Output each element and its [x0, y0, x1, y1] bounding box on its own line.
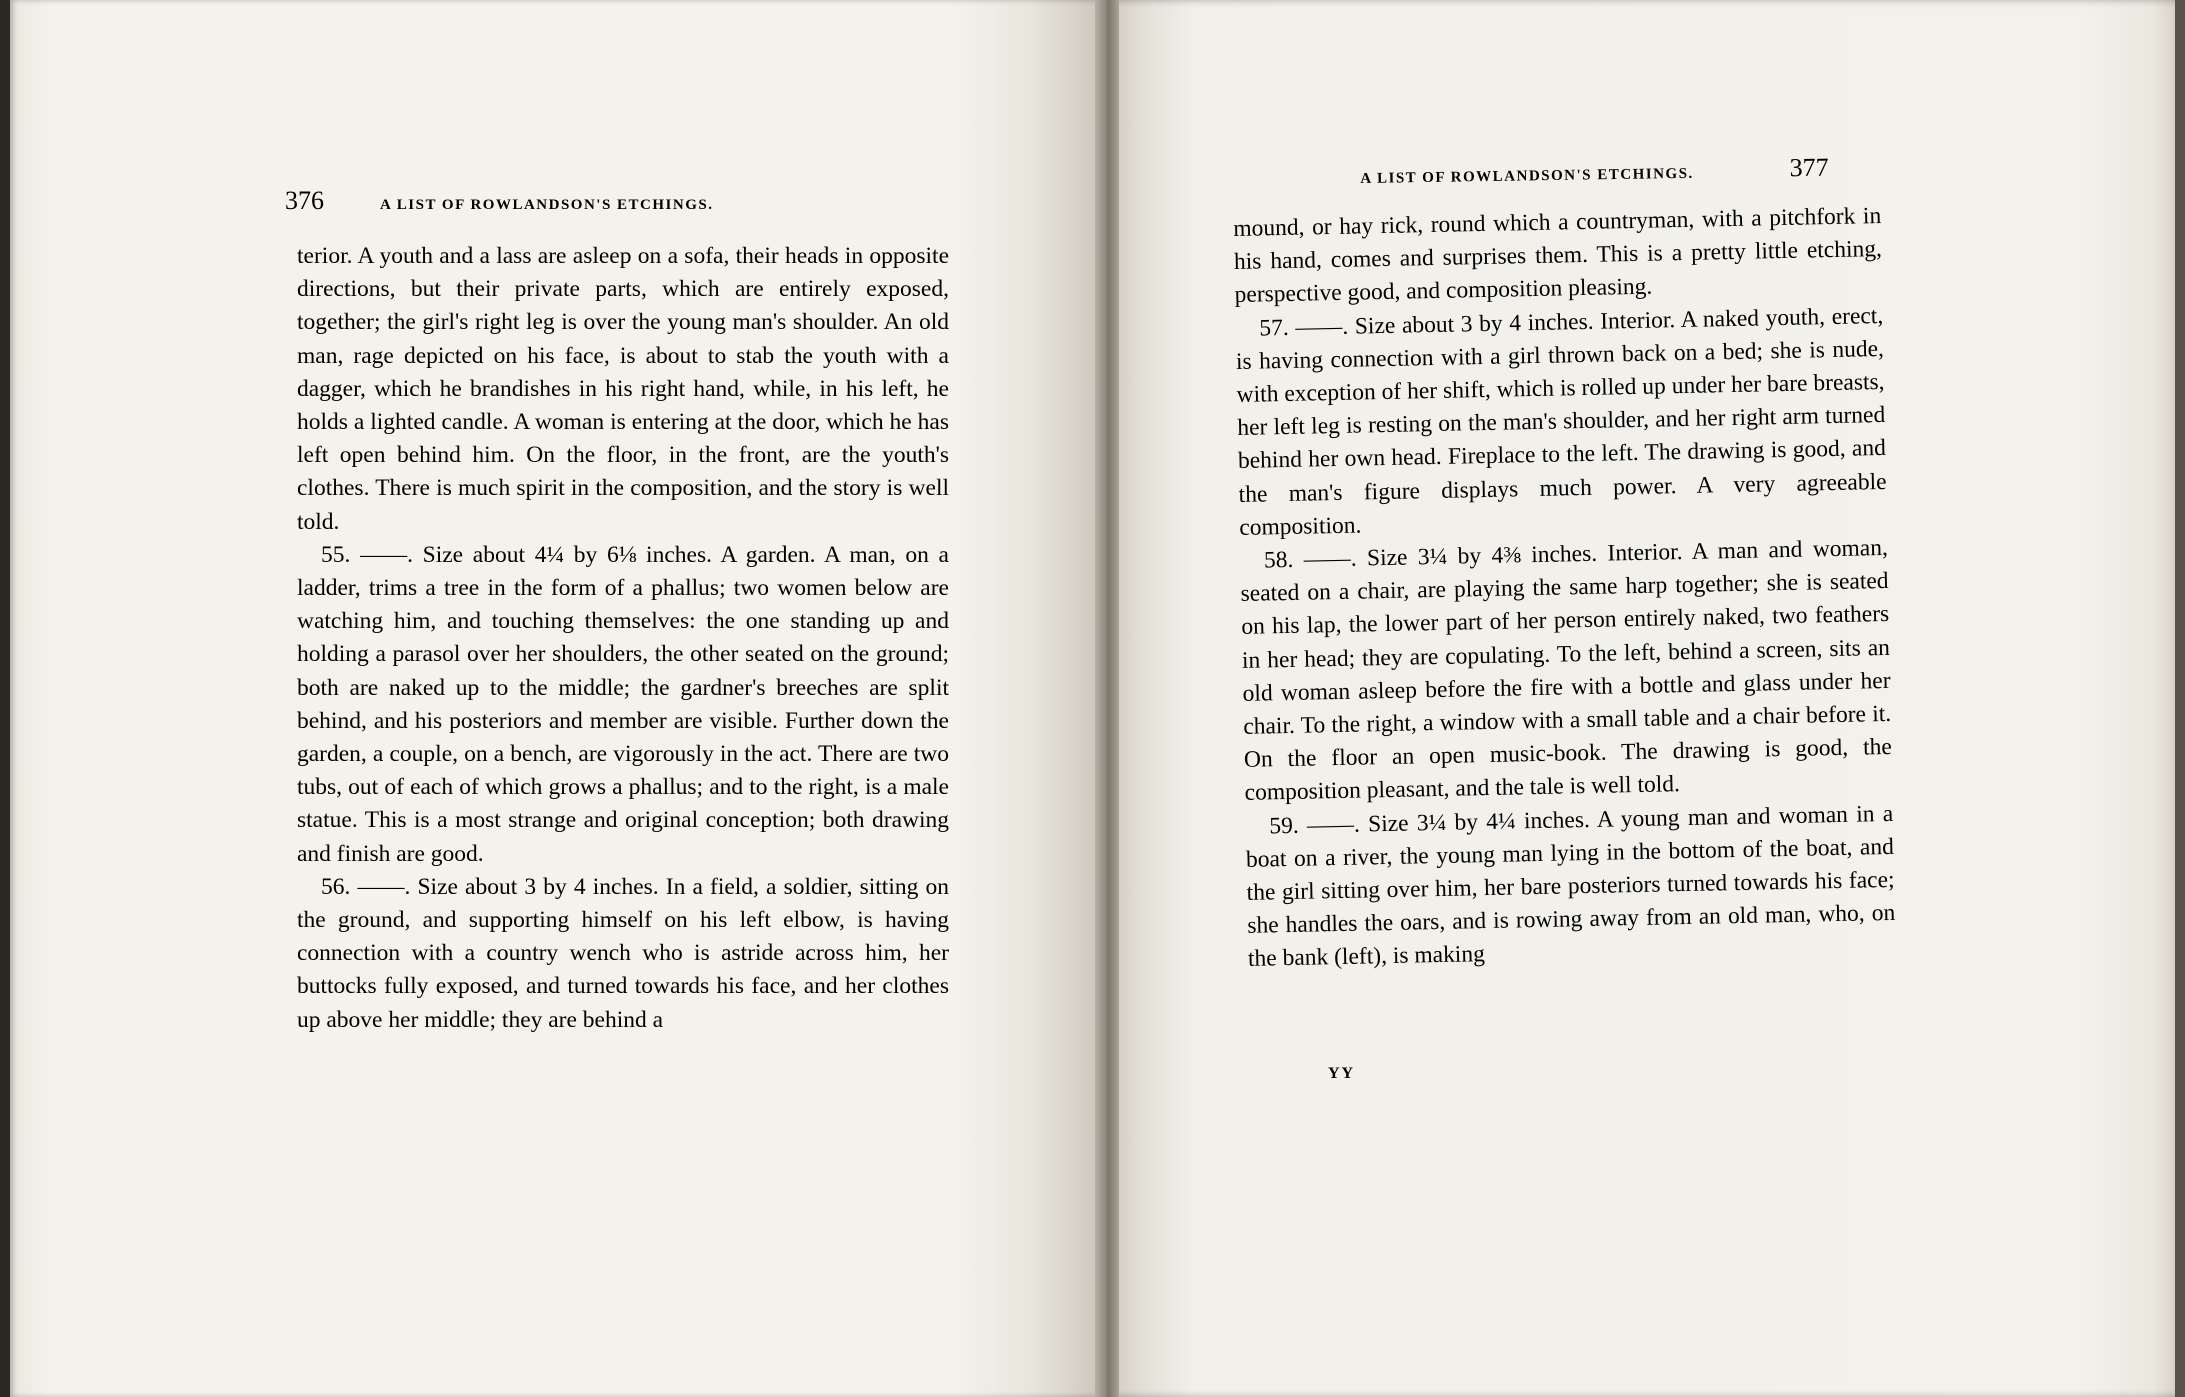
- signature-mark: YY: [1328, 1065, 1356, 1082]
- left-text-block: [297, 240, 949, 1037]
- left-paragraph: terior. A youth and a lass are asleep on a sofa, their heads in opposite directions, but their private parts, which are entirely exposed, together; the girl's right leg is over the young man's shoulder. An old man, rage depicted on his face, is about to stab the youth with a dagger, which he brandishes in his right hand, while, in his left, he holds a lighted candle. A woman is entering at the door, which he has left open behind him. On the floor, in the front, are the youth's clothes. There is much spirit in the composition, and the story is well told.: [297, 243, 949, 535]
- entry-58: 58. ——. Size 3¼ by 4⅜ inches. Interior. A man and woman, seated on a chair, are playing the same harp together; she is seated on his lap, the lower part of her person entirely naked, two feathers in her head; they are copulating. To the left, behind a screen, sits an old woman asleep before the fire with a bottle and glass under her chair. To the right, a window with a small table and a chair before it. On the floor an open music-book. The drawing is good, the composition pleasant, and the tale is well told.: [1240, 534, 1893, 807]
- left-running-head: [285, 186, 714, 216]
- scan-edge-left: [0, 0, 10, 1397]
- right-text-block: [1233, 200, 1896, 977]
- left-page-number: 376: [285, 186, 324, 215]
- entry-55: 55. ——. Size about 4¼ by 6⅛ inches. A garden. A man, on a ladder, trims a tree in the form of a phallus; two women below are watching him, and touching themselves: the one standing up and holding a parasol over her shoulders, the other seated on the ground; both are naked up to the middle; the gardner's breeches are split behind, and his posteriors and member are visible. Further down the garden, a couple, on a bench, are vigorously in the act. There are two tubs, out of each of which grows a phallus; and to the right, is a male statue. This is a most strange and original conception; both drawing and finish are good.: [297, 541, 949, 867]
- right-running-title: A LIST OF ROWLANDSON'S ETCHINGS.: [1360, 165, 1694, 187]
- entry-56: 56. ——. Size about 3 by 4 inches. In a field, a soldier, sitting on the ground, and supporting himself on his left elbow, is having connection with a country wench who is astride across him, her buttocks fully exposed, and turned towards his face, and her clothes up above her middle; they are behind a: [297, 873, 949, 1033]
- left-running-title: A LIST OF ROWLANDSON'S ETCHINGS.: [380, 197, 714, 213]
- scan-edge-right: [2175, 0, 2185, 1397]
- right-page-number: 377: [1789, 152, 1829, 183]
- book-gutter: [1095, 0, 1119, 1397]
- right-paragraph: mound, or hay rick, round which a countryman, with a pitchfork in his hand, comes and surprises them. This is a pretty little etching, perspective good, and composition pleasing.: [1233, 202, 1883, 309]
- entry-59: 59. ——. Size 3¼ by 4¼ inches. A young man and woman in a boat on a river, the young man lying in the bottom of the boat, and the girl sitting over him, her bare posteriors turned towards his face; she handles the oars, and is rowing away from an old man, who, on the bank (left), is making: [1245, 800, 1896, 973]
- entry-57: 57. ——. Size about 3 by 4 inches. Interior. A naked youth, erect, is having connection with a girl thrown back on a bed; she is nude, with exception of her shift, which is rolled up under her bare breasts, her left leg is resting on the man's shoulder, and her right arm turned behind her own head. Fireplace to the left. The drawing is good, and the man's figure displays much power. A very agreeable composition.: [1235, 302, 1887, 541]
